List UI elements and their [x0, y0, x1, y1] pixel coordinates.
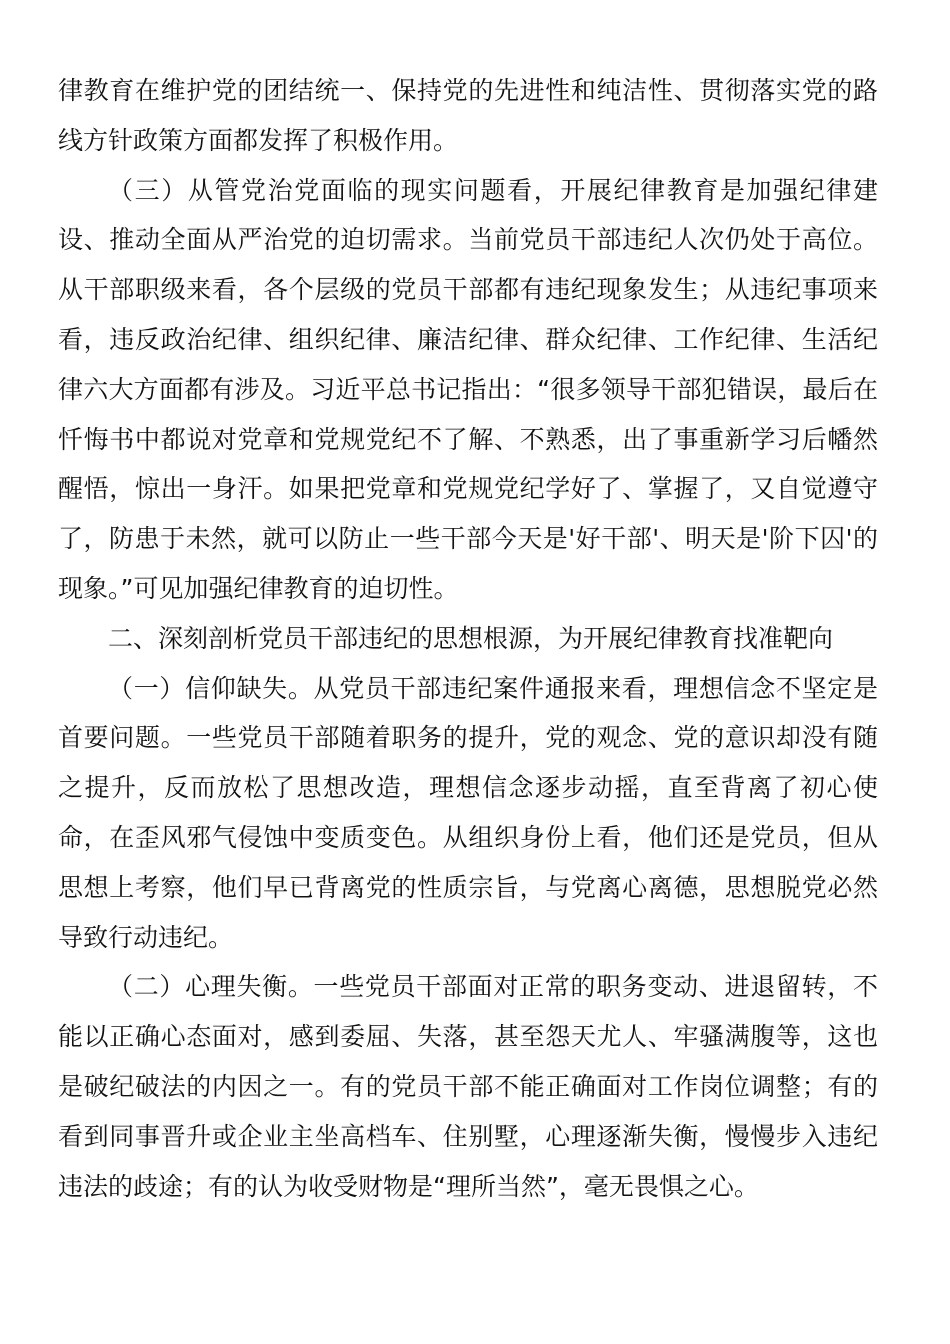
paragraph-continuation: 律教育在维护党的团结统一、保持党的先进性和纯洁性、贯彻落实党的路线方针政策方面都发挥了积极作用。	[58, 76, 878, 155]
paragraph-psychological-imbalance: （二）心理失衡。一些党员干部面对正常的职务变动、进退留转，不能以正确心态面对，感到委屈、失落，甚至怨天尤人、牢骚满腹等，这也是破纪破法的内因之一。有的党员干部不能正确面对工作岗位调整；有的看到同事晋升或企业主坐高档车、住别墅，心理逐渐失衡，慢慢步入违纪违法的歧途；有的认为收受财物是“理所当然”，毫无畏惧之心。	[58, 972, 878, 1201]
paragraph-faith-loss: （一）信仰缺失。从党员干部违纪案件通报来看，理想信念不坚定是首要问题。一些党员干部随着职务的提升，党的观念、党的意识却没有随之提升，反而放松了思想改造，理想信念逐步动摇，直至背离了初心使命，在歪风邪气侵蚀中变质变色。从组织身份上看，他们还是党员，但从思想上考察，他们早已背离党的性质宗旨，与党离心离德，思想脱党必然导致行动违纪。	[58, 673, 878, 952]
document-body	[58, 66, 878, 1211]
paragraph-section-three: （三）从管党治党面临的现实问题看，开展纪律教育是加强纪律建设、推动全面从严治党的迫切需求。当前党员干部违纪人次仍处于高位。从干部职级来看，各个层级的党员干部都有违纪现象发生；从违纪事项来看，违反政治纪律、组织纪律、廉洁纪律、群众纪律、工作纪律、生活纪律六大方面都有涉及。习近平总书记指出：“很多领导干部犯错误，最后在忏悔书中都说对党章和党规党纪不了解、不熟悉，出了事重新学习后幡然醒悟，惊出一身汗。如果把党章和党规党纪学好了、掌握了，又自觉遵守了，防患于未然，就可以防止一些干部今天是'好干部'、明天是'阶下囚'的现象。”可见加强纪律教育的迫切性。	[58, 175, 878, 603]
section-heading-two: 二、深刻剖析党员干部违纪的思想根源，为开展纪律教育找准靶向	[108, 623, 834, 653]
